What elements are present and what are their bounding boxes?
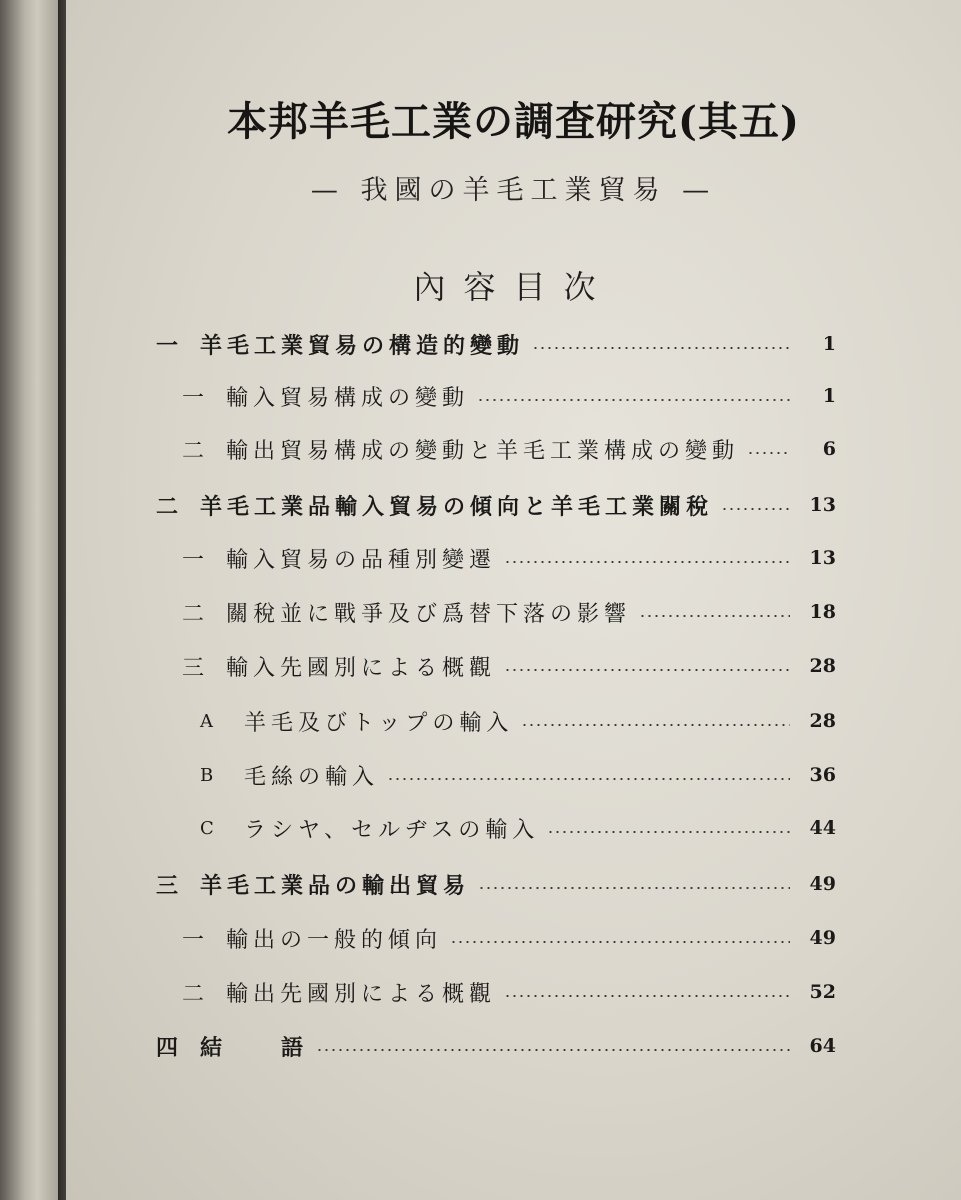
toc-entry (156, 429, 836, 469)
toc-entry (156, 972, 836, 1012)
toc-entry-label: 關稅並に戰爭及び爲替下落の影響 (226, 601, 632, 627)
toc-entry-label: 輸入先國別による概觀 (226, 655, 497, 681)
toc-entry-number: 一 (156, 332, 179, 359)
leader-dots (721, 508, 790, 510)
toc-entry-number: 四 (156, 1034, 179, 1061)
toc-entry (156, 485, 836, 525)
toc-entry-page: 49 (809, 927, 836, 949)
toc-entry-page: 36 (809, 764, 836, 786)
leader-dots (387, 778, 790, 780)
toc-entry (156, 701, 836, 741)
toc-entry-number: C (200, 817, 214, 839)
toc-entry-label: 輸出の一般的傾向 (226, 927, 443, 953)
toc-entry-label: 輸入貿易の品種別變遷 (226, 547, 497, 573)
toc-entry-label: 羊毛工業貿易の構造的變動 (200, 332, 525, 359)
toc-entry (156, 538, 836, 578)
toc-entry-number: 二 (156, 493, 179, 520)
leader-dots (639, 615, 790, 617)
page-title: 本邦羊毛工業の調査研究(其五) (227, 98, 800, 145)
toc-entry-number: 二 (182, 601, 205, 627)
toc-entry-page: 49 (809, 873, 836, 895)
page-subtitle: — 我國の羊毛工業貿易 — (310, 175, 717, 206)
toc-entry-label: ラシヤ、セルヂスの輸入 (244, 817, 540, 843)
toc-entry-number: 二 (182, 438, 205, 464)
toc-entry-page: 6 (822, 438, 836, 460)
toc-entry-label: 毛絲の輸入 (244, 764, 380, 790)
toc-entry-page: 28 (809, 710, 836, 732)
toc-entry-number: B (200, 764, 214, 786)
toc-entry-number: A (200, 710, 213, 732)
toc-entry-label: 羊毛工業品輸入貿易の傾向と羊毛工業關稅 (200, 493, 714, 520)
leader-dots (316, 1049, 790, 1051)
book-spine (0, 0, 62, 1200)
book-page (66, 0, 961, 1200)
toc-entry-label: 輸入貿易構成の變動 (226, 385, 470, 411)
leader-dots (747, 452, 790, 454)
leader-dots (450, 941, 790, 943)
toc-entry-label: 結 語 (200, 1034, 309, 1061)
leader-dots (477, 399, 790, 401)
leader-dots (478, 887, 790, 889)
toc-entry-page: 64 (809, 1035, 836, 1057)
toc-entry-page: 52 (809, 981, 836, 1003)
leader-dots (521, 724, 790, 726)
toc-entry (156, 864, 836, 904)
leader-dots (504, 995, 790, 997)
toc-entry-number: 三 (156, 872, 179, 899)
toc-entry (156, 808, 836, 848)
toc-heading: 內容目次 (413, 268, 614, 306)
toc-entry-number: 一 (182, 385, 205, 411)
toc-entry (156, 1026, 836, 1066)
toc-entry-number: 三 (182, 655, 205, 681)
toc-entry (156, 755, 836, 795)
toc-entry-number: 二 (182, 981, 205, 1007)
toc-entry-page: 13 (809, 547, 836, 569)
toc-entry-label: 輸出先國別による概觀 (226, 981, 497, 1007)
toc-entry-page: 28 (809, 655, 836, 677)
toc-entry (156, 324, 836, 364)
toc-entry-number: 一 (182, 927, 205, 953)
toc-entry-label: 羊毛及びトップの輸入 (244, 710, 514, 736)
toc-entry (156, 376, 836, 416)
leader-dots (504, 561, 790, 563)
toc-entry-page: 1 (822, 385, 836, 407)
toc-entry-number: 一 (182, 547, 205, 573)
toc-entry-page: 44 (809, 817, 836, 839)
toc-entry-page: 13 (809, 494, 836, 516)
toc-entry-page: 1 (822, 333, 836, 355)
toc-entry-label: 羊毛工業品の輸出貿易 (200, 872, 471, 899)
toc-entry-label: 輸出貿易構成の變動と羊毛工業構成の變動 (226, 438, 740, 464)
leader-dots (547, 831, 790, 833)
leader-dots (504, 669, 790, 671)
toc-entry-page: 18 (809, 601, 836, 623)
toc-entry (156, 646, 836, 686)
leader-dots (532, 347, 790, 349)
toc-entry (156, 592, 836, 632)
toc-entry (156, 918, 836, 958)
